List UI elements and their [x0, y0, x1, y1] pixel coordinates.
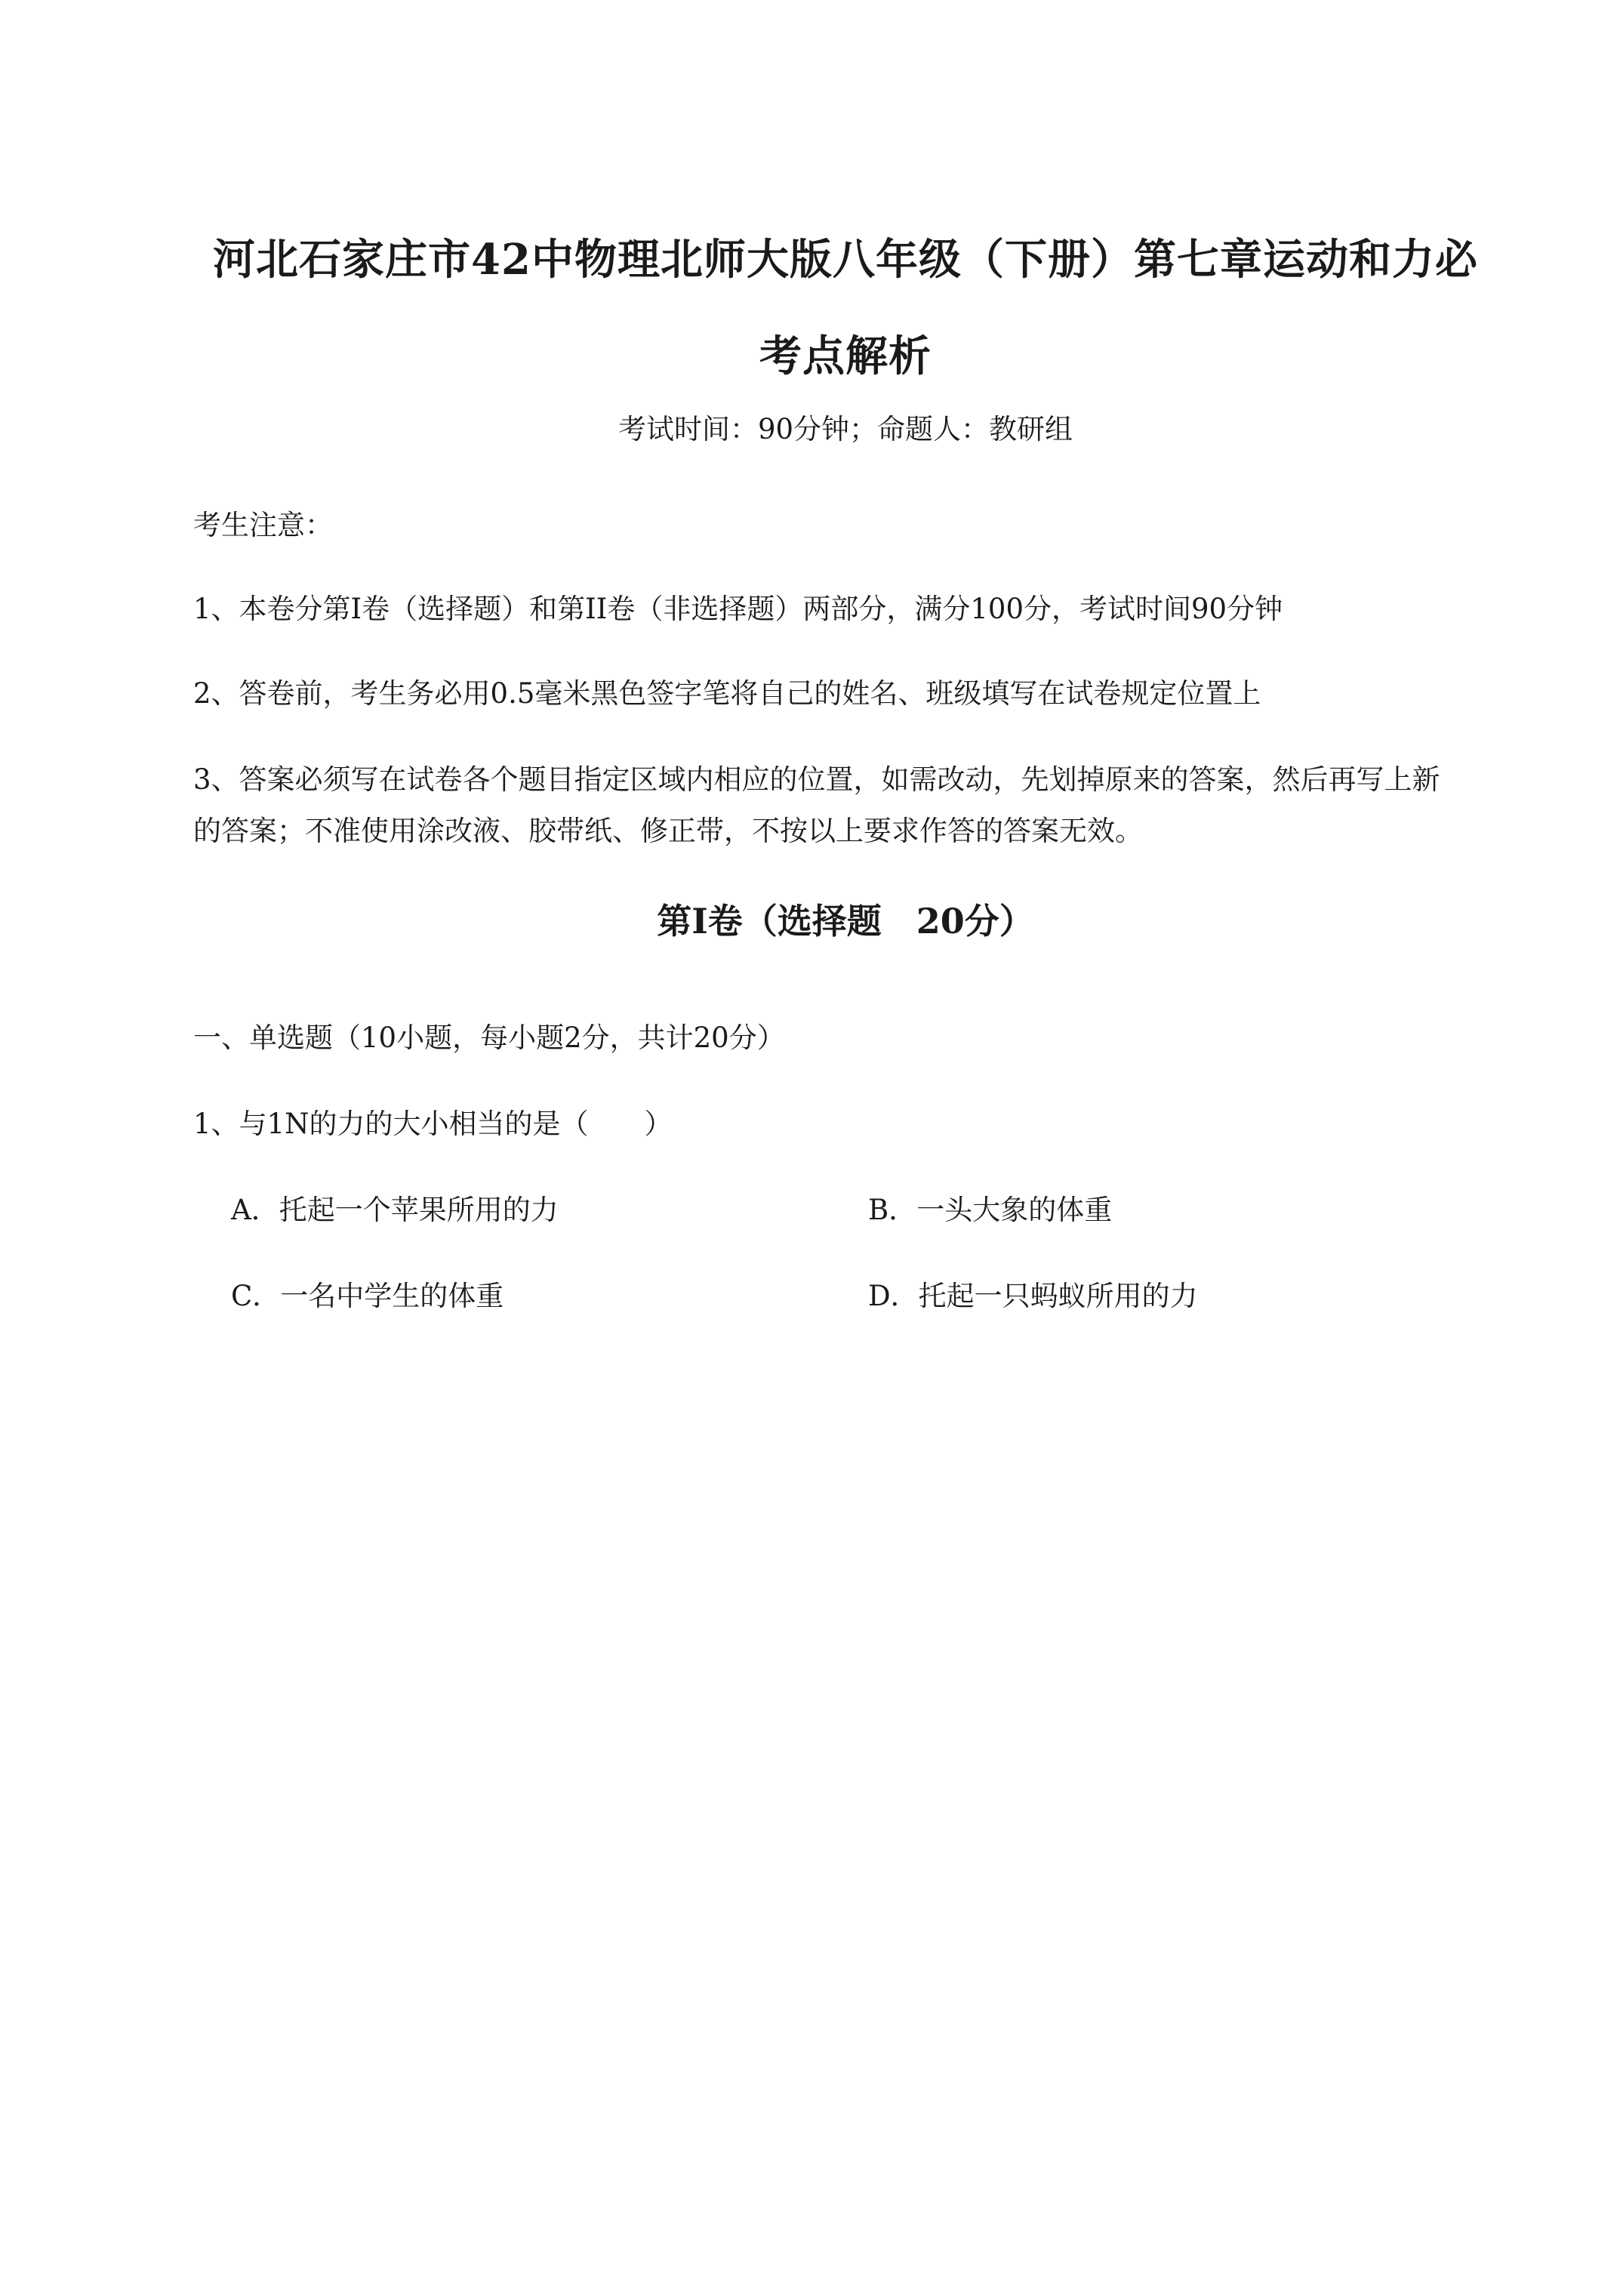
question-1-option-a: A．托起一个苹果所用的力 [231, 1194, 559, 1226]
notice-item-3-continued: 的答案；不准使用涂改液、胶带纸、修正带，不按以上要求作答的答案无效。 [193, 815, 1143, 847]
document-title-line-2: 考点解析 [759, 331, 932, 381]
notice-item-3: 3、答案必须写在试卷各个题目指定区域内相应的位置，如需改动，先划掉原来的答案，然后再写上新 [193, 763, 1440, 796]
question-1-option-b: B．一头大象的体重 [868, 1194, 1113, 1226]
notice-item-2: 2、答卷前，考生务必用0.5毫米黑色签字笔将自己的姓名、班级填写在试卷规定位置上 [193, 677, 1261, 710]
document-title-line-1: 河北石家庄市42中物理北师大版八年级（下册）第七章运动和力必 [213, 235, 1478, 285]
question-1-option-c: C．一名中学生的体重 [231, 1280, 504, 1312]
notice-heading: 考生注意： [193, 509, 333, 541]
question-1-option-d: D．托起一只蚂蚁所用的力 [868, 1280, 1198, 1312]
section-heading: 第I卷（选择题 20分） [657, 901, 1034, 942]
question-1-stem: 1、与1N的力的大小相当的是（ ） [193, 1108, 673, 1140]
notice-item-1: 1、本卷分第I卷（选择题）和第II卷（非选择题）两部分，满分100分，考试时间90分钟 [193, 593, 1283, 625]
exam-info: 考试时间：90分钟；命题人：教研组 [617, 413, 1073, 445]
part-heading: 一、单选题（10小题，每小题2分，共计20分） [193, 1022, 785, 1054]
